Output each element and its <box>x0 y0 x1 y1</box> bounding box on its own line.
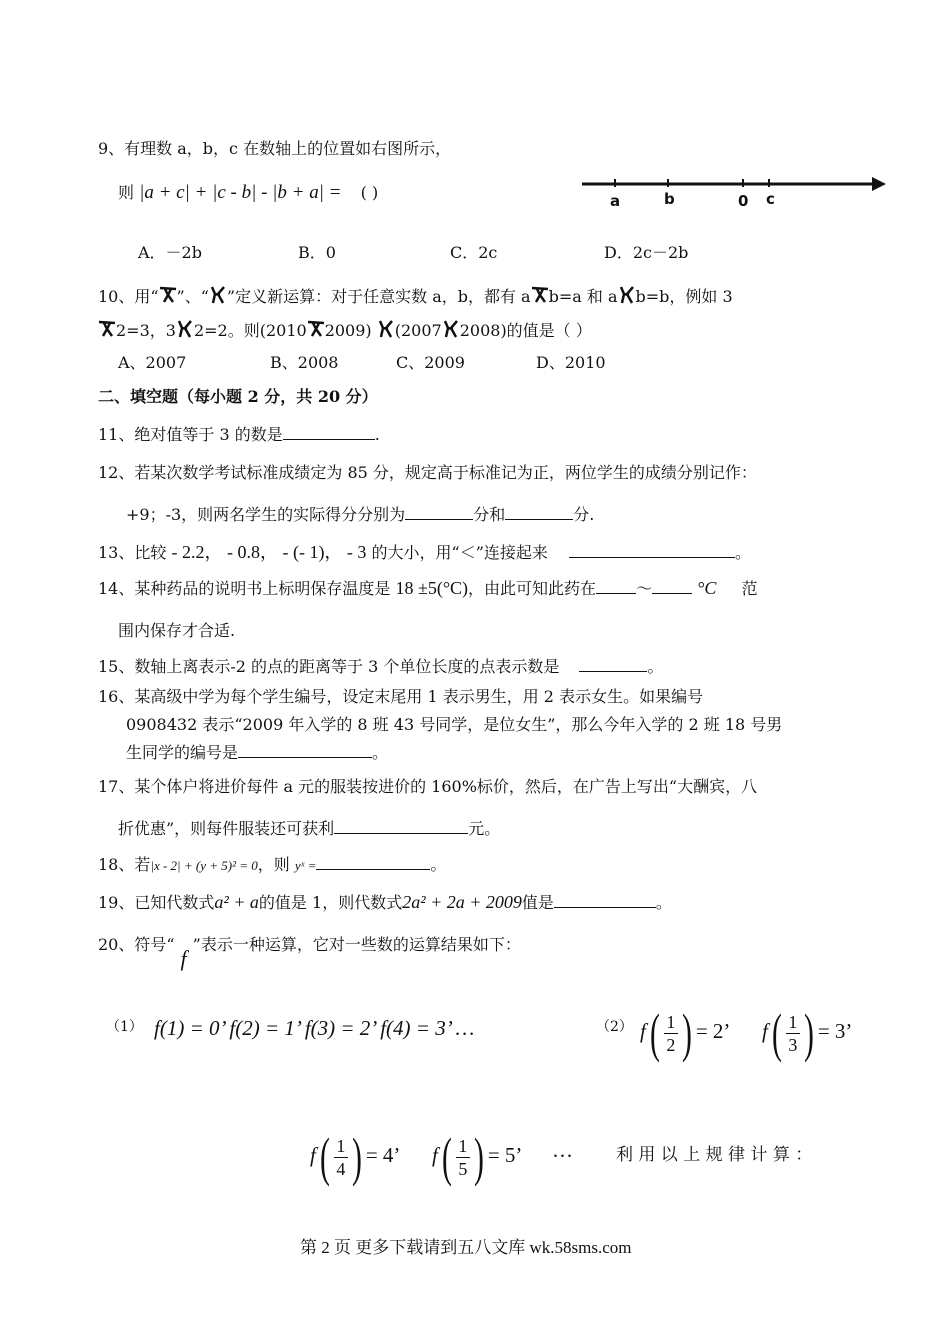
q16-end: 。 <box>372 743 389 762</box>
q12-blank-2[interactable] <box>505 505 573 520</box>
q16-line2: 0908432 表示“2009 年入学的 8 班 43 号同学，是位女生”，那么今年入学的 2 班 18 号男 <box>126 715 783 734</box>
q19-expression2: 2a² + 2a + 2009 <box>402 892 522 912</box>
custom-op1-icon <box>159 286 177 304</box>
q19-text-c: 值是 <box>521 893 554 912</box>
q14-temperature: 18 ±5(°C) <box>395 578 469 598</box>
q10-text-e: b=b，例如 3 <box>635 287 733 306</box>
q16-text: 生同学的编号是 <box>126 743 239 762</box>
q10-line1 <box>98 284 733 307</box>
q10-option-b: B、2008 <box>270 353 339 372</box>
q12-line2 <box>126 502 594 525</box>
q15-end: 。 <box>647 657 664 676</box>
q13-end: 。 <box>735 543 752 562</box>
q16-blank[interactable] <box>238 743 372 758</box>
q14-blank-1[interactable] <box>596 579 636 594</box>
q10-text-g: 2=2。则(2010 <box>193 321 307 340</box>
q14-unit: °C <box>697 578 717 598</box>
q20-part1-expression <box>154 1016 474 1041</box>
q9-option-c: C．2c <box>450 243 498 262</box>
q20-f-third: f( $\frac{1}{3}$ ) = 3’ <box>762 1003 853 1063</box>
q10-text-b: ”、“ <box>176 287 209 306</box>
q9-option-b: B．0 <box>298 243 336 262</box>
custom-op1-icon <box>98 320 116 338</box>
q14-line1 <box>98 576 758 599</box>
q19-line <box>98 890 672 913</box>
q9-prefix: 则 <box>118 183 135 202</box>
q9-line1: 9、有理数 a，b，c 在数轴上的位置如右图所示， <box>98 139 452 158</box>
custom-op2-icon <box>209 286 227 304</box>
q14-tilde: ～ <box>636 579 653 598</box>
q12-blank-1[interactable] <box>405 505 473 520</box>
q20-dots: … <box>552 1138 573 1162</box>
custom-op2-icon <box>442 320 460 338</box>
q18-text-a: 18、若 <box>98 855 151 874</box>
q20-f-half-value: = 2’ <box>695 1018 731 1043</box>
q19-blank[interactable] <box>554 893 656 908</box>
q11-end: . <box>374 425 380 444</box>
section-title: 二、填空题（每小题 2 分，共 20 分） <box>98 387 378 406</box>
q13-text-b: 的大小，用“＜”连接起来 <box>371 543 548 562</box>
q10-line2 <box>98 318 592 341</box>
q10-text-c: ”定义新运算：对于任意实数 a，b，都有 a <box>226 287 531 306</box>
q10-text-j: 2008)的值是（ ） <box>459 321 592 340</box>
q12-text-b: 分和 <box>473 505 506 524</box>
custom-op1-icon <box>531 286 549 304</box>
q18-blank[interactable] <box>316 855 430 870</box>
q20-text-b: ”表示一种运算，它对一些数的运算结果如下： <box>192 935 521 954</box>
q12-text-c: 分. <box>573 505 595 524</box>
q20-part2-label: （2） <box>596 1019 633 1035</box>
axis-label-c: c <box>766 190 775 208</box>
q20-f-quarter-value: = 4’ <box>365 1142 401 1167</box>
q13-numbers: - 2.2， - 0.8， - (- 1)， - 3 <box>171 542 367 562</box>
q17-text: 折优惠”，则每件服装还可获利 <box>118 819 335 838</box>
axis-label-0: 0 <box>738 192 749 210</box>
q20-f-fifth: f( $\frac{1}{5}$ ) = 5’ <box>432 1127 523 1187</box>
q9-option-a: A．－2b <box>138 243 202 262</box>
axis-arrow <box>872 177 886 191</box>
q15-text: 15、数轴上离表示-2 的点的距离等于 3 个单位长度的点表示数是 <box>98 657 560 676</box>
number-line-figure <box>580 172 890 212</box>
q14-text-b: ，由此可知此药在 <box>468 579 597 598</box>
q9-expression: |a + c| + |c - b| - |b + a| = <box>139 182 342 203</box>
q11-text: 11、绝对值等于 3 的数是 <box>98 425 283 444</box>
q10-option-a: A、2007 <box>118 353 187 372</box>
q9-line2 <box>118 180 378 204</box>
q20-line1 <box>98 930 521 971</box>
q19-expression1: a² + a <box>214 892 259 912</box>
q20-f-fifth-value: = 5’ <box>487 1142 523 1167</box>
q11-blank[interactable] <box>283 425 375 440</box>
q12-line1: 12、若某次数学考试标准成绩定为 85 分，规定高于标准记为正，两位学生的成绩分别记作： <box>98 463 757 482</box>
q10-text-h: 2009) <box>324 321 372 340</box>
q10-text-f: 2=3，3 <box>116 321 176 340</box>
q13-line <box>98 538 751 564</box>
q10-option-d: D、2010 <box>536 353 606 372</box>
q16-line1: 16、某高级中学为每个学生编号，设定末尾用 1 表示男生，用 2 表示女生。如果编号 <box>98 687 704 706</box>
q20-f-third-value: = 3’ <box>817 1018 853 1043</box>
q13-text-a: 13、比较 <box>98 543 167 562</box>
q13-blank[interactable] <box>569 543 735 558</box>
axis-label-a: a <box>610 192 621 210</box>
custom-op2-icon <box>377 320 395 338</box>
q20-part1-text: f(1) = 0’ f(2) = 1’ f(3) = 2’ f(4) = 3’ … <box>154 1016 475 1040</box>
q12-text-a: +9；-3，则两名学生的实际得分分别为 <box>126 505 406 524</box>
q20-symbol-f: f <box>180 946 187 971</box>
q17-line1: 17、某个体户将进价每件 a 元的服装按进价的 160%标价，然后，在广告上写出“大酬宾，八 <box>98 777 758 796</box>
q10-option-c: C、2009 <box>396 353 465 372</box>
q16-line3 <box>126 740 388 763</box>
q14-text-a: 14、某种药品的说明书上标明保存温度是 <box>98 579 391 598</box>
custom-op1-icon <box>307 320 325 338</box>
q14-line2: 围内保存才合适. <box>118 621 236 640</box>
q18-text-b: ，则 <box>257 855 290 874</box>
custom-op2-icon <box>176 320 194 338</box>
q19-text-b: 的值是 1，则代数式 <box>258 893 403 912</box>
number-line-svg <box>580 172 890 212</box>
axis-label-b: b <box>664 190 675 208</box>
q20-f-quarter: f( $\frac{1}{4}$ ) = 4’ <box>310 1127 401 1187</box>
q10-text-a: 10、用“ <box>98 287 159 306</box>
q17-blank[interactable] <box>334 819 468 834</box>
q9-option-d: D．2c－2b <box>604 243 689 262</box>
q20-tail: 利 用 以 上 规 律 计 算 ： <box>616 1145 813 1165</box>
q10-text-i: (2007 <box>394 321 442 340</box>
q14-text-c: 范 <box>741 579 758 598</box>
q10-text-d: b=a 和 a <box>548 287 618 306</box>
q14-blank-2[interactable] <box>652 579 692 594</box>
q15-line <box>98 654 663 677</box>
custom-op2-icon <box>618 286 636 304</box>
q9-bracket: ( ) <box>360 183 379 202</box>
q20-text-a: 20、符号“ <box>98 935 175 954</box>
q18-expression: |x - 2| + (y + 5)² = 0 <box>150 858 258 873</box>
q19-text-a: 19、已知代数式 <box>98 893 215 912</box>
q18-end: 。 <box>430 855 447 874</box>
page-footer: 第 2 页 更多下载请到五八文库 wk.58sms.com <box>300 1238 632 1257</box>
q17-line2 <box>118 816 500 839</box>
q11-line <box>98 422 380 445</box>
q17-end: 元。 <box>468 819 501 838</box>
q15-blank[interactable] <box>579 657 647 672</box>
q18-expression2: yˣ = <box>294 858 317 873</box>
q20-f-half: f( $\frac{1}{2}$ ) = 2’ <box>640 1003 731 1063</box>
q19-end: 。 <box>655 893 672 912</box>
q18-line <box>98 852 446 875</box>
q20-part1-label: （1） <box>106 1019 143 1035</box>
